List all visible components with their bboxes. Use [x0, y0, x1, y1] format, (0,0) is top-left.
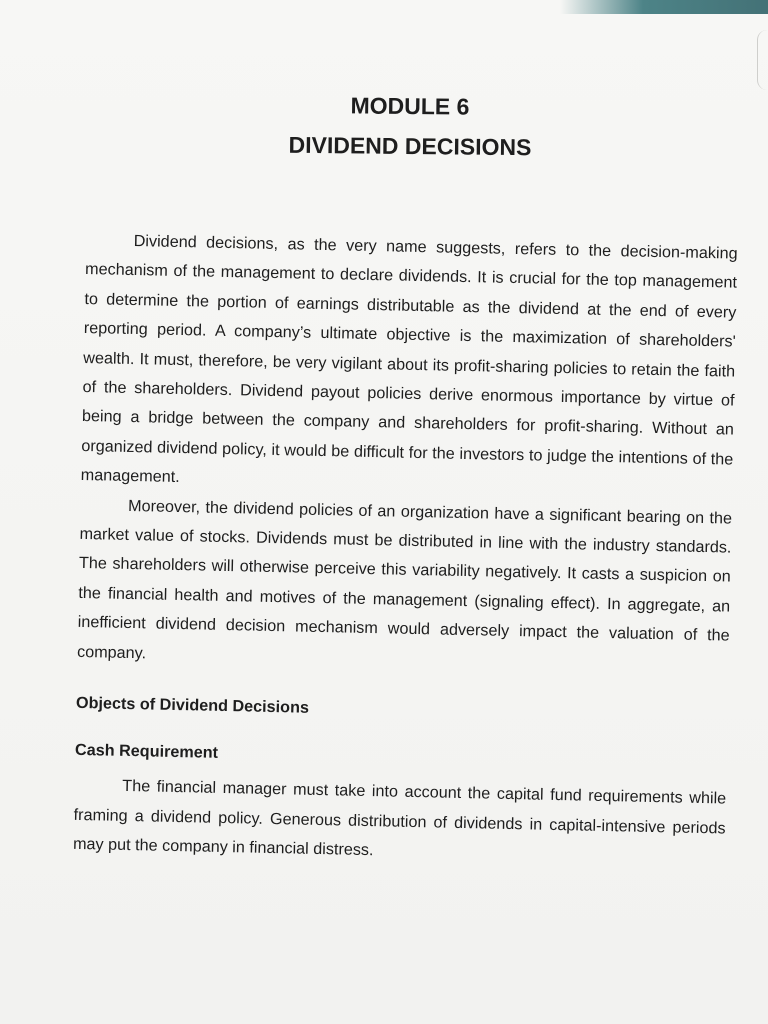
module-title: MODULE 6 [350, 92, 470, 120]
scan-page-corner [757, 30, 768, 90]
document-body [73, 226, 738, 873]
section-heading-objects: Objects of Dividend Decisions [75, 693, 310, 717]
paragraph-market-value: Moreover, the dividend policies of an organization have a significant bearing on the market value of stocks. Dividends must be distributed in line with the industry standards. The shareholders will otherwise perceive this variability negatively. It casts a suspicion on the financial health and motives of the management (signaling effect). In aggregate, an inefficient dividend decision mechanism would adversely impact the valuation of the company. [76, 496, 733, 663]
paragraph-intro: Dividend decisions, as the very name suggests, refers to the decision-making mechanism of the management to declare dividends. It is crucial for the top management to determine the portion of earnings distributable as the dividend at the end of every reporting period. A company’s ultimate objective is the maximization of shareholders' wealth. It must, therefore, be very vigilant about its profit-sharing policies to retain the faith of the shareholders. Dividend payout policies derive enormous importance by virtue of being a bridge between the company and shareholders for profit-sharing. Without an organized dividend policy, it would be difficult for the investors to judge the intentions of the management. [80, 232, 738, 487]
module-subtitle: DIVIDEND DECISIONS [288, 131, 532, 161]
subsection-heading-cash: Cash Requirement [74, 740, 219, 762]
scan-edge-shadow [560, 0, 768, 14]
paragraph-cash-requirement: The financial manager must take into account the capital fund requirements while framing a dividend policy. Generous distribution of dividends in capital-intensive periods may put the company in financial distress. [72, 776, 727, 860]
title-block [0, 92, 768, 160]
